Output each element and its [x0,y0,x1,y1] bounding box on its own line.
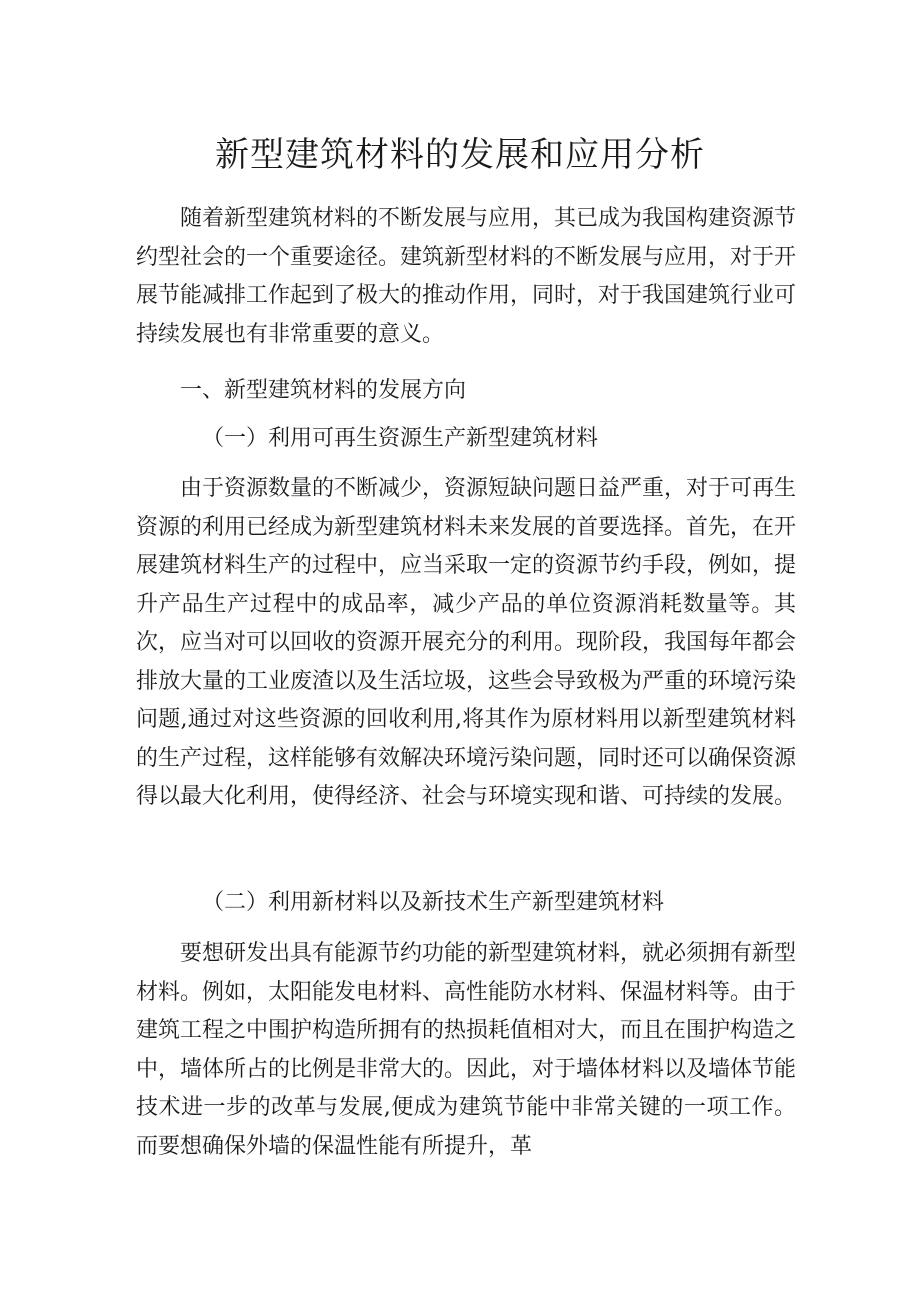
subsection-1-paragraph: 由于资源数量的不断减少，资源短缺问题日益严重，对于可再生资源的利用已经成为新型建筑材料未来发展的首要选择。首先，在开展建筑材料生产的过程中，应当采取一定的资源节约手段，例如，提升产品生产过程中的成品率，减少产品的单位资源消耗数量等。其次，应当对可以回收的资源开展充分的利用。现阶段，我国每年都会排放大量的工业废渣以及生活垃圾，这些会导致极为严重的环境污染问题,通过对这些资源的回收利用,将其作为原材料用以新型建筑材料的生产过程，这样能够有效解决环境污染问题，同时还可以确保资源得以最大化利用，使得经济、社会与环境实现和谐、可持续的发展。 [136,476,797,809]
document-title: 新型建筑材料的发展和应用分析 [215,135,705,175]
subsection-heading-1: （一）利用可再生资源生产新型建筑材料 [202,426,599,451]
intro-paragraph: 随着新型建筑材料的不断发展与应用，其已成为我国构建资源节约型社会的一个重要途径。建筑新型材料的不断发展与应用，对于开展节能减排工作起到了极大的推动作用，同时，对于我国建筑行业可持续发展也有非常重要的意义。 [136,206,797,347]
subsection-2-paragraph: 要想研发出具有能源节约功能的新型建筑材料，就必须拥有新型材料。例如，太阳能发电材料、高性能防水材料、保温材料等。由于建筑工程之中围护构造所拥有的热损耗值相对大，而且在围护构造之中，墙体所占的比例是非常大的。因此，对于墙体材料以及墙体节能技术进一步的改革与发展,便成为建筑节能中非常关键的一项工作。而要想确保外墙的保温性能有所提升，革 [136,941,797,1159]
subsection-heading-2: （二）利用新材料以及新技术生产新型建筑材料 [202,890,665,915]
section-heading: 一、新型建筑材料的发展方向 [180,378,467,403]
